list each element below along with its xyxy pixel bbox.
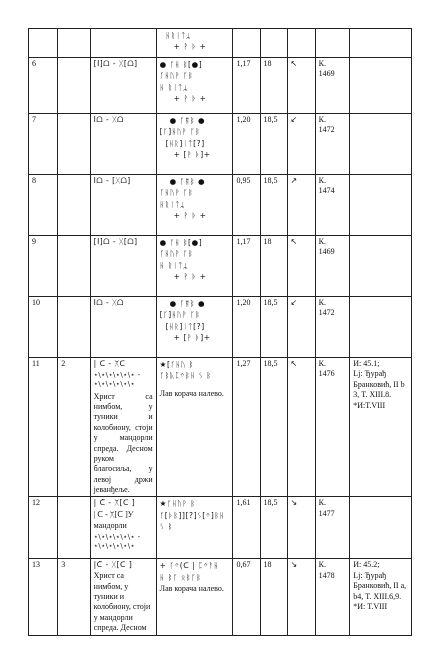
reverse-inscription: | ᑕ - ᚷ̃ᑕ [93,359,126,368]
inscription-line: ᚴᚺᚢᚹ ᚴᛒ [159,188,194,198]
table-row [29,297,412,358]
cell-axis: ↗ [287,175,315,236]
cell-reference [315,559,350,635]
cell-reference [315,297,350,358]
table-row [29,236,412,297]
inscription-line: ★ᚴᚺᚢᚹ ᛒ [159,499,196,509]
cell-weight: 1,20 [233,114,260,175]
reference-text: К. 1476 [318,359,335,379]
inscription-line: + ᚹ ᚦ + [173,272,207,282]
table-row [29,175,412,236]
coin-catalogue-table [28,28,412,636]
literature-text: И: 45.1; Lj: Ђурађ Бранковић, II b 3, Т. XIII.8. *И:Т.VIII [353,359,405,410]
cell-axis: ↖ [287,358,315,497]
reference-text: К. 1477 [318,498,335,518]
cell-weight: 1,17 [233,236,260,297]
inscription-line: ᚺ ᛒᚴ ᛟᛒᚴᛒ [159,572,202,582]
cell-diameter: 18,5 [260,358,287,497]
cell-axis: ↖ [287,58,315,114]
cell-literature [350,497,412,559]
cell-type [58,297,90,358]
cell-literature [350,358,412,497]
inscription-line: ● ᚴᚺ̃ᛒ ● [169,177,206,186]
cell-literature [350,58,412,114]
cell-obverse [156,175,233,236]
cell-reverse [90,29,156,58]
inscription-line: ᚺ ᚱᛁᛏᛦ [159,82,189,92]
reference-text: К. 1472 [318,115,335,135]
table-row [29,29,412,58]
inscription-line: ● ᚴᚺ ᛒ[●] [159,60,203,69]
inscription-line: + ᚴᛜ(ᑕ | ᛈᛜᚨᚺ [159,561,219,571]
cell-type: 2 [58,358,90,497]
table-row [29,559,412,635]
reference-text: К. 1472 [318,298,335,318]
reverse-inscription-2: | ᑕ - ᚷ̃[ᑕ ]У мандорли [93,510,134,530]
reverse-description: Христ са нимбом, у туники и колобиону, стоји у мандорли спреда. Десном [93,571,151,633]
inscription-line: + ᚹ ᚦ + [173,42,207,52]
inscription-line: + ᚹ ᚦ + [173,94,207,104]
cell-reverse: Iᗝ - ᚷᗝ [90,297,156,358]
cell-obverse [156,29,233,58]
inscription-line: ★[ᚴᚺᚢ ᛒ [159,360,194,369]
reverse-inscription: |ᑕ̃ - ᚷ[ᑕ ] [93,560,133,570]
cell-diameter: 18,5 [260,297,287,358]
inscription-line: ᚺ ᚱᛁᛏᛦ [159,260,189,270]
inscription-line: ᚴᚺᚢᚹ ᚴᛒ [159,249,194,259]
cell-axis: ↘ [287,497,315,559]
reverse-ornament: ⋆\⋆\⋆\⋆\⋆\⋆ - ⋆\⋆\⋆\⋆\⋆\⋆ [93,371,141,389]
inscription-line: ᚺᚱᛁᛏᛦ [165,31,192,40]
cell-reverse: [I]ᗝ - ᚷ[ᗝ] [90,58,156,114]
cell-obverse [156,497,233,559]
cell-weight [233,29,260,58]
cell-obverse [156,114,233,175]
cell-obverse [156,236,233,297]
cell-reverse [90,358,156,497]
cell-type [58,58,90,114]
inscription-line: ᚴ[ᚦᛒ]][?]ᛊ[ᛜ]ᛒᚺ [159,510,225,520]
cell-obverse [156,58,233,114]
inscription-line: ᚴᚺᚢᚹ ᚴᛒ [159,71,194,81]
cell-number: 9 [29,236,58,297]
table-row [29,497,412,559]
cell-reverse: Iᗝ - ᚷᗝ [90,114,156,175]
table-row [29,58,412,114]
reference-text: К. 1474 [318,176,335,196]
cell-literature [350,297,412,358]
cell-weight: 1,17 [233,58,260,114]
cell-diameter: 18,5 [260,175,287,236]
cell-type [58,29,90,58]
inscription-line: ᚴᛒᚣᛈᛜᛒᚺ ᛊ ᛒ [159,371,212,381]
cell-weight: 0,95 [233,175,260,236]
cell-type [58,114,90,175]
cell-reference [315,29,350,58]
cell-reference [315,58,350,114]
reference-text: К. 1469 [318,59,335,79]
cell-weight: 1,20 [233,297,260,358]
inscription-line: [ᚴ]ᚺᚢᚹ ᚴᛒ [159,310,201,320]
reverse-ornament: ⋆\⋆\⋆\⋆\⋆\⋆ - ⋆\⋆\⋆\⋆\⋆\⋆ [93,533,141,551]
cell-weight: 0,67 [233,559,260,635]
cell-number: 7 [29,114,58,175]
cell-reverse [90,559,156,635]
cell-axis [287,29,315,58]
inscription-line: ● ᚴᚺ̃ᛒ ● [169,116,206,125]
cell-reference [315,497,350,559]
cell-axis: ↙ [287,297,315,358]
inscription-line: [ᚴ]ᚺᚢᚹ ᚴᛒ [159,127,201,137]
cell-diameter: 18,5 [260,497,287,559]
inscription-line: ᛊ ᛒ [159,522,173,532]
inscription-line: [ᚺᚱ]ᛁᛏ[?] [165,321,205,331]
cell-reverse: Iᗝ - [ᚷᗝ] [90,175,156,236]
cell-diameter [260,29,287,58]
cell-weight: 1,27 [233,358,260,497]
cell-number [29,29,58,58]
cell-diameter: 18 [260,559,287,635]
cell-type [58,497,90,559]
cell-number: 10 [29,297,58,358]
inscription-line: ● ᚴᚺ̃ᛒ ● [169,299,206,308]
cell-reference [315,236,350,297]
cell-axis: ↘ [287,559,315,635]
reference-text: К. 1469 [318,237,335,257]
cell-type [58,175,90,236]
inscription-line: + [ᚹ ᚦ]+ [173,333,211,343]
cell-number: 12 [29,497,58,559]
cell-weight: 1,61 [233,497,260,559]
reverse-description: Христ са нимбом, у туники и колобиону, стоји у мандорли спреда. Десном руком благосиља, у левој држи јеванђеље. [93,391,153,495]
cell-number: 13 [29,559,58,635]
cell-obverse [156,358,233,497]
cell-diameter: 18 [260,236,287,297]
cell-obverse [156,297,233,358]
cell-reverse: [I]ᗝ - ᚷ[ᗝ] [90,236,156,297]
obverse-description: Лав корача налево. [159,584,224,594]
cell-diameter: 18,5 [260,114,287,175]
cell-literature [350,559,412,635]
inscription-line: + [ᚹ ᚦ]+ [173,150,211,160]
cell-number: 8 [29,175,58,236]
table-row [29,358,412,497]
inscription-line: + ᚹ ᚦ + [173,211,207,221]
cell-reference [315,114,350,175]
cell-axis: ↖ [287,236,315,297]
table-row [29,114,412,175]
cell-axis: ↙ [287,114,315,175]
cell-literature [350,236,412,297]
inscription-line: ● ᚴᚺ ᛒ[●] [159,238,203,247]
cell-diameter: 18 [260,58,287,114]
obverse-description: Лав корача налево. [159,388,224,398]
inscription-line: ᚺᚱᛁᛏᛦ [159,199,186,209]
reference-text: К. 1478 [318,560,335,580]
cell-type: 3 [58,559,90,635]
cell-literature [350,175,412,236]
literature-text: И: 45.2; Lj: Ђурађ Бранковић, II a, b4, Т. XIII.6,9. *И: Т.VIII [353,560,407,612]
cell-obverse [156,559,233,635]
cell-number: 6 [29,58,58,114]
cell-reference [315,358,350,497]
inscription-line: [ᚺᚱ]ᛁᛏ[?] [165,138,205,148]
reverse-inscription: | ᑕ̃ - ᚷ̃[ᑕ ] [93,498,136,508]
cell-reference [315,175,350,236]
cell-literature [350,114,412,175]
cell-type [58,236,90,297]
cell-number: 11 [29,358,58,497]
cell-reverse [90,497,156,559]
cell-literature [350,29,412,58]
